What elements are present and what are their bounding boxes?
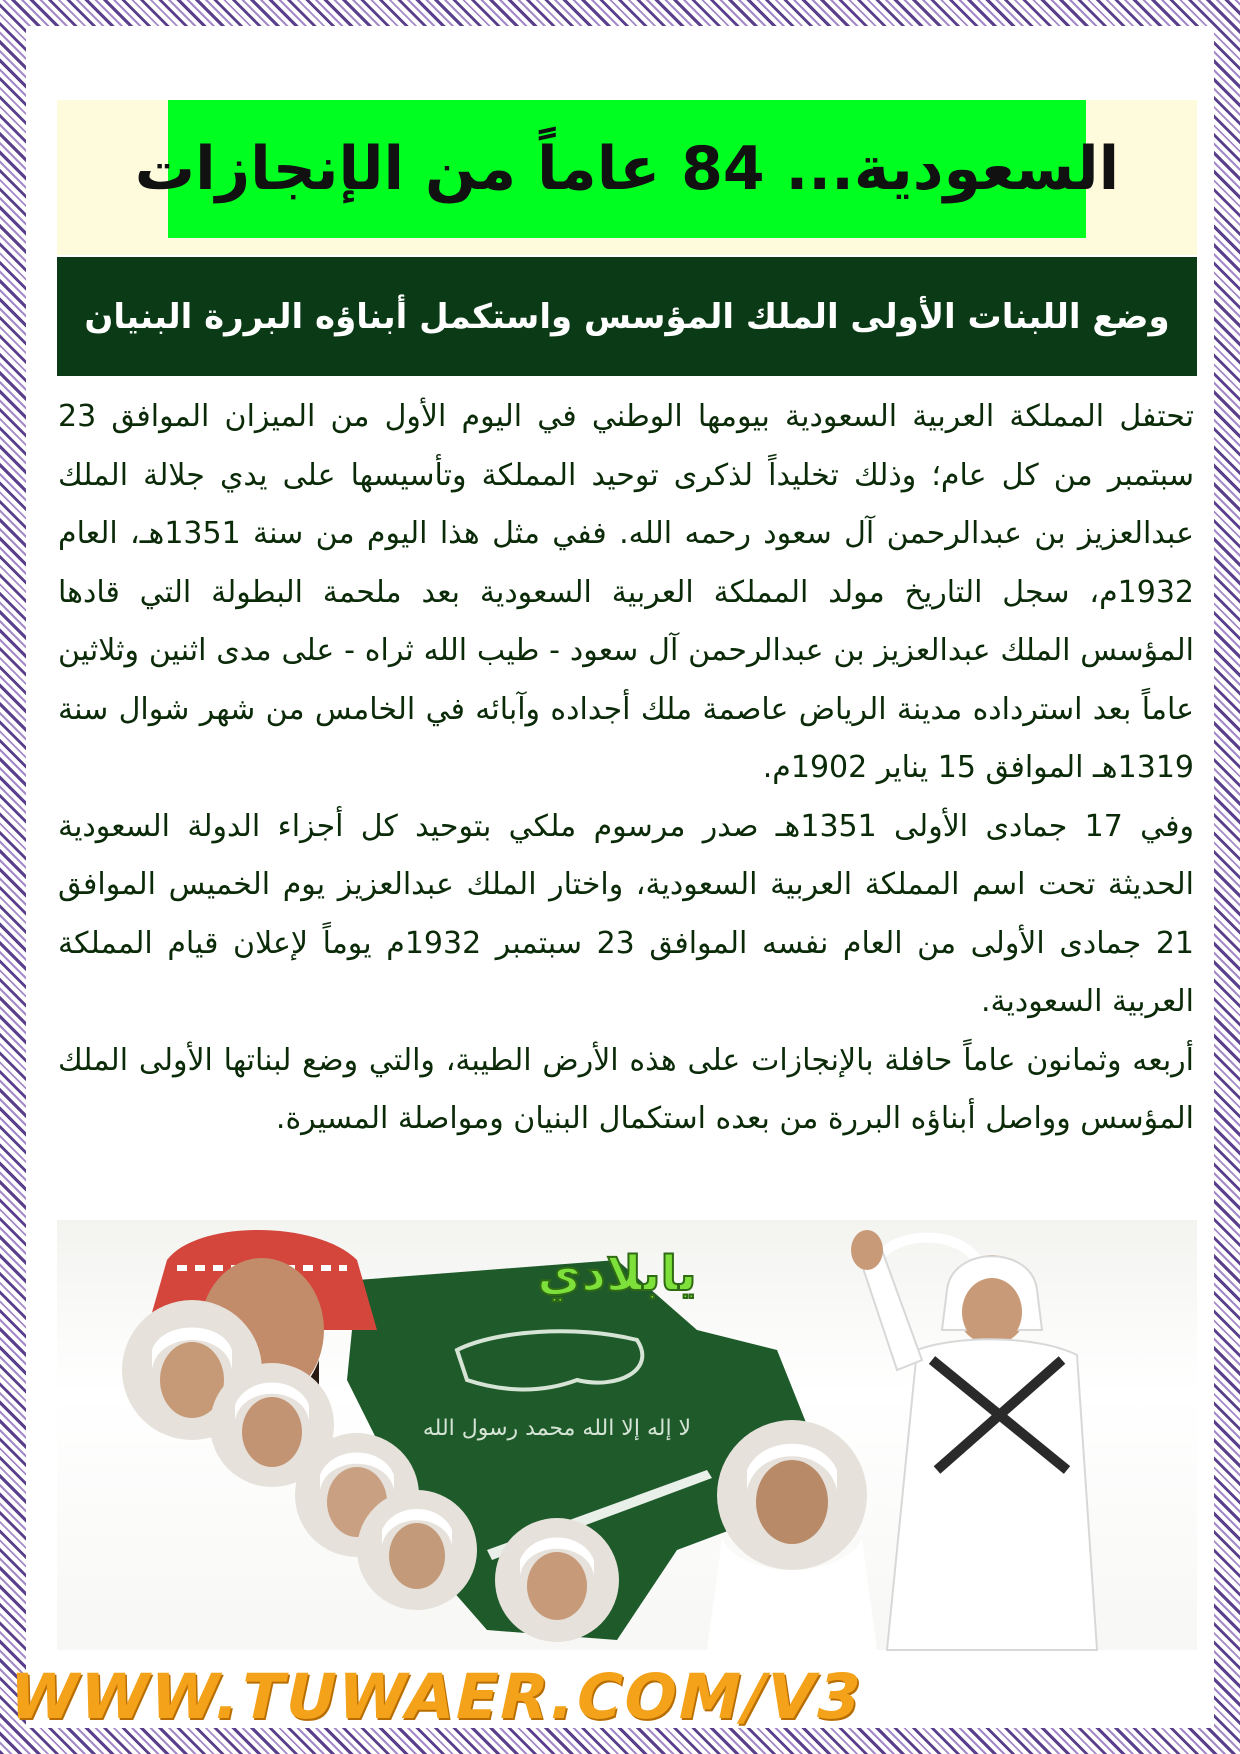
title-box [134,100,1120,238]
banner-text: يابلادي [537,1246,697,1302]
article-paragraph-1: تحتفل المملكة العربية السعودية بيومها الوطني في اليوم الأول من الميزان الموافق 23 سبتمبر من كل عام؛ وذلك تخليداً لذكرى توحيد المملكة وتأسيسها على يدي جلالة الملك عبدالعزيز بن عبدالرحمن آل سعود رحمه الله. ففي مثل هذا اليوم من سنة 1351هـ، العام 1932م، سجل التاريخ مولد المملكة العربية السعودية بعد ملحمة البطولة التي قادها المؤسس الملك عبدالعزيز بن عبدالرحمن آل سعود - طيب الله ثراه - على مدى اثنين وثلاثين عاماً بعد استرداده مدينة الرياض عاصمة ملك أجداده وآبائه في الخامس من شهر شوال سنة 1319هـ الموافق 15 يناير 1902م. [58,399,1194,785]
king-waving-portrait [851,1230,1097,1650]
article-paragraph-2: وفي 17 جمادى الأولى 1351هـ صدر مرسوم ملكي بتوحيد كل أجزاء الدولة السعودية الحديثة تحت اسم المملكة العربية السعودية، واختار الملك عبدالعزيز يوم الخميس الموافق 21 جمادى الأولى من العام نفسه الموافق 23 سبتمبر 1932م يوماً لإعلان قيام المملكة العربية السعودية. [58,808,1195,1019]
page-subtitle: وضع اللبنات الأولى الملك المؤسس واستكمل أبناؤه البررة البنيان [84,296,1170,337]
article-paragraph-3: أربعه وثمانون عاماً حافلة بالإنجازات على هذه الأرض الطيبة، والتي وضع لبناتها الأولى الملك المؤسس وواصل أبناؤه البررة من بعده استكمال البنيان ومواصلة المسيرة. [58,1042,1194,1136]
kings-illustration [57,1220,1197,1650]
illustration-art [57,1220,1197,1650]
portrait-circle-5 [495,1518,619,1642]
flag-inscription: لا إله إلا الله محمد رسول الله [422,1416,692,1441]
portrait-right-middle [707,1420,877,1650]
site-watermark [2,1660,871,1740]
portrait-circle-4 [357,1490,477,1610]
watermark-text: WWW.TUWAER.COM/V3 [2,1660,871,1733]
subtitle-box [57,257,1197,376]
page-title: السعودية... 84 عاماً من الإنجازات [134,134,1120,204]
article-body [58,388,1194,1149]
